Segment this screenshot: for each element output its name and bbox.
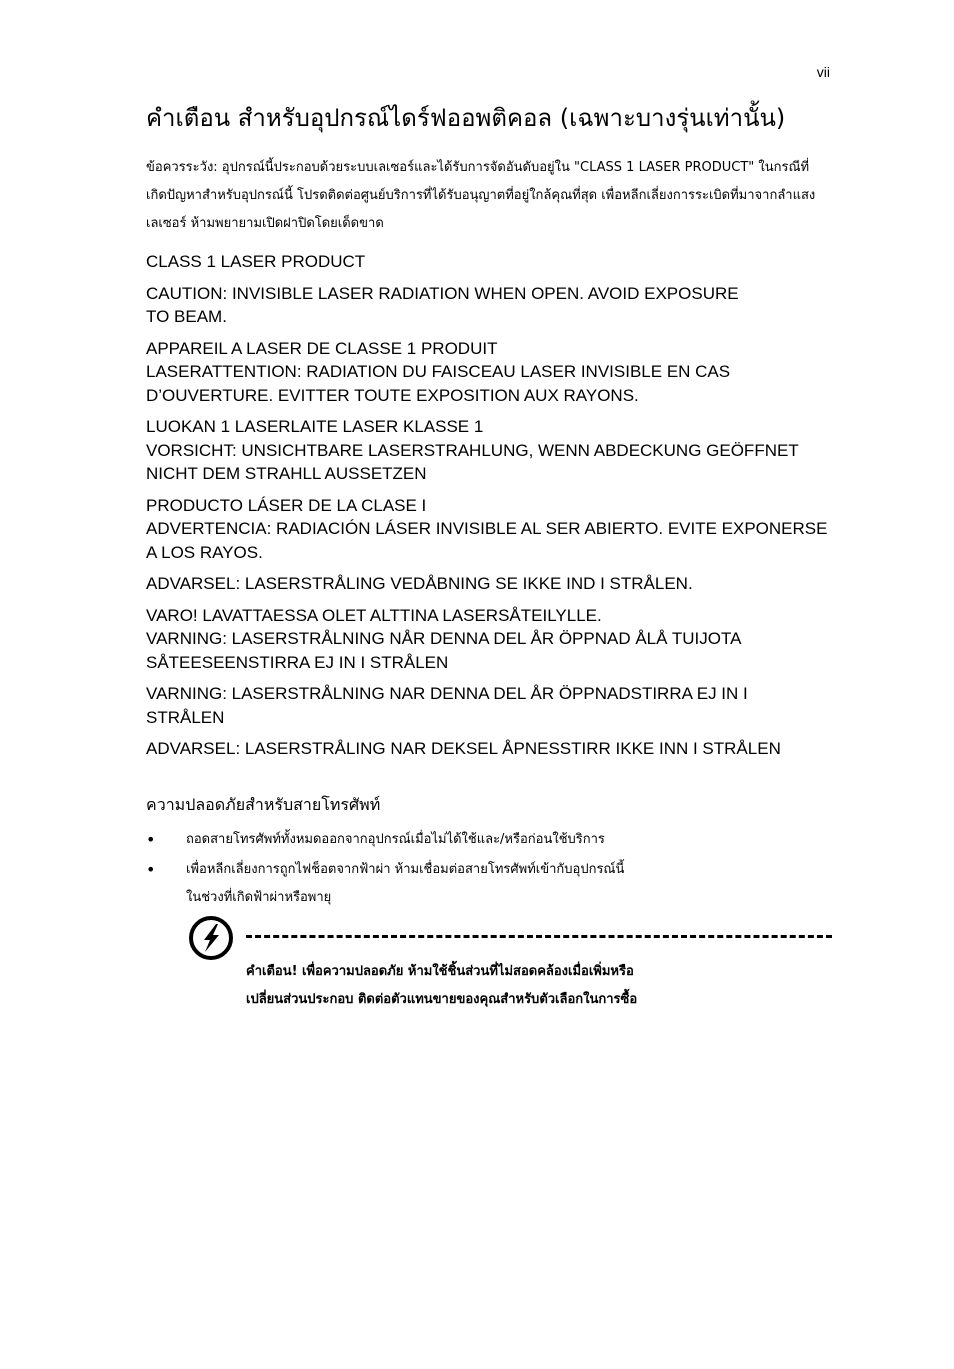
page-number: vii — [816, 64, 830, 80]
laser-line: ADVARSEL: LASERSTRÅLING VEDÅBNING SE IKKE IND I STRÅLEN. — [146, 574, 693, 593]
laser-block — [146, 494, 836, 565]
laser-line: TO BEAM. — [146, 307, 227, 326]
laser-line: PRODUCTO LÁSER DE LA CLASE I — [146, 495, 427, 515]
laser-line: LUOKAN 1 LASERLAITE LASER KLASSE 1 — [146, 417, 484, 436]
page-title: คำเตือน สำหรับอุปกรณ์ไดร์ฟออพติคอล (เฉพาะบางรุ่นเท่านั้น) — [146, 104, 786, 132]
laser-line: VARNING: LASERSTRÅLNING NÅR DENNA DEL ÅR ÖPPNAD ÅLÅ TUIJOTA — [146, 629, 742, 648]
laser-block — [146, 415, 836, 486]
laser-line: CAUTION: INVISIBLE LASER RADIATION WHEN OPEN. AVOID EXPOSURE — [146, 283, 739, 303]
laser-line: VARNING: LASERSTRÅLNING NAR DENNA DEL ÅR ÖPPNADSTIRRA EJ IN I — [146, 684, 748, 703]
laser-block — [146, 682, 836, 729]
lightning-warning-icon — [188, 915, 234, 961]
warning-note — [246, 958, 826, 1014]
laser-line: ADVARSEL: LASERSTRÅLING NAR DEKSEL ÅPNESSTIRR IKKE INN I STRÅLEN — [146, 739, 781, 758]
laser-block — [146, 572, 836, 596]
bullet-text: ในช่วงที่เกิดฟ้าผ่าหรือพายุ — [186, 890, 332, 905]
warning-divider — [246, 935, 832, 938]
list-item — [146, 826, 786, 854]
bullet-icon: • — [146, 860, 156, 879]
bullet-icon: • — [146, 830, 156, 849]
bullet-text: ถอดสายโทรศัพท์ทั้งหมดออกจากอุปกรณ์เมื่อไม่ได้ใช้และ/หรือก่อนใช้บริการ — [186, 832, 605, 847]
laser-block — [146, 737, 836, 761]
list-item — [146, 856, 786, 912]
phone-safety-list — [146, 826, 786, 914]
laser-block — [146, 337, 836, 408]
laser-line: APPAREIL A LASER DE CLASSE 1 PRODUIT — [146, 338, 498, 358]
laser-line: CLASS 1 LASER PRODUCT — [146, 252, 366, 271]
laser-warning-list — [146, 250, 836, 769]
intro-paragraph: ข้อควรระวัง: อุปกรณ์นี้ประกอบด้วยระบบเลเซอร์และได้รับการจัดอันดับอยู่ใน "CLASS 1 LASER PRODUCT" ในกรณีที่เกิดปัญหาสำหรับอุปกรณ์นี้ โปรดติดต่อศูนย์บริการที่ได้รับอนุญาตที่อยู่ใกล้คุณที่สุด เพื่อหลีกเลี่ยงการระเบิดที่มาจากลำแสงเลเซอร์ ห้ามพยายามเปิดฝาปิดโดยเด็ดขาด — [146, 160, 816, 231]
bullet-text: เพื่อหลีกเลี่ยงการถูกไฟช็อตจากฟ้าผ่า ห้ามเชื่อมต่อสายโทรศัพท์เข้ากับอุปกรณ์นี้ — [186, 862, 625, 877]
laser-line: D’OUVERTURE. EVITTER TOUTE EXPOSITION AUX RAYONS. — [146, 385, 639, 405]
laser-block — [146, 282, 836, 329]
laser-line: SÅTEESEENSTIRRA EJ IN I STRÅLEN — [146, 652, 449, 672]
laser-block — [146, 250, 836, 274]
warning-line: เปลี่ยนส่วนประกอบ ติดต่อตัวแทนขายของคุณสำหรับตัวเลือกในการซื้อ — [246, 992, 638, 1007]
laser-line: A LOS RAYOS. — [146, 542, 263, 562]
laser-line: LASERATTENTION: RADIATION DU FAISCEAU LASER INVISIBLE EN CAS — [146, 362, 731, 381]
laser-line: ADVERTENCIA: RADIACIÓN LÁSER INVISIBLE AL SER ABIERTO. EVITE EXPONERSE — [146, 519, 828, 538]
laser-line: VARO! LAVATTAESSA OLET ALTTINA LASERSÅTEILYLLE. — [146, 605, 602, 625]
warning-line: คำเตือน! เพื่อความปลอดภัย ห้ามใช้ชิ้นส่วนที่ไม่สอดคล้องเมื่อเพิ่มหรือ — [246, 964, 634, 979]
laser-block — [146, 604, 836, 675]
laser-line: VORSICHT: UNSICHTBARE LASERSTRAHLUNG, WENN ABDECKUNG GEÖFFNET — [146, 440, 799, 460]
laser-line: NICHT DEM STRAHLL AUSSETZEN — [146, 464, 427, 483]
phone-safety-heading: ความปลอดภัยสำหรับสายโทรศัพท์ — [146, 795, 381, 814]
laser-line: STRÅLEN — [146, 707, 225, 727]
